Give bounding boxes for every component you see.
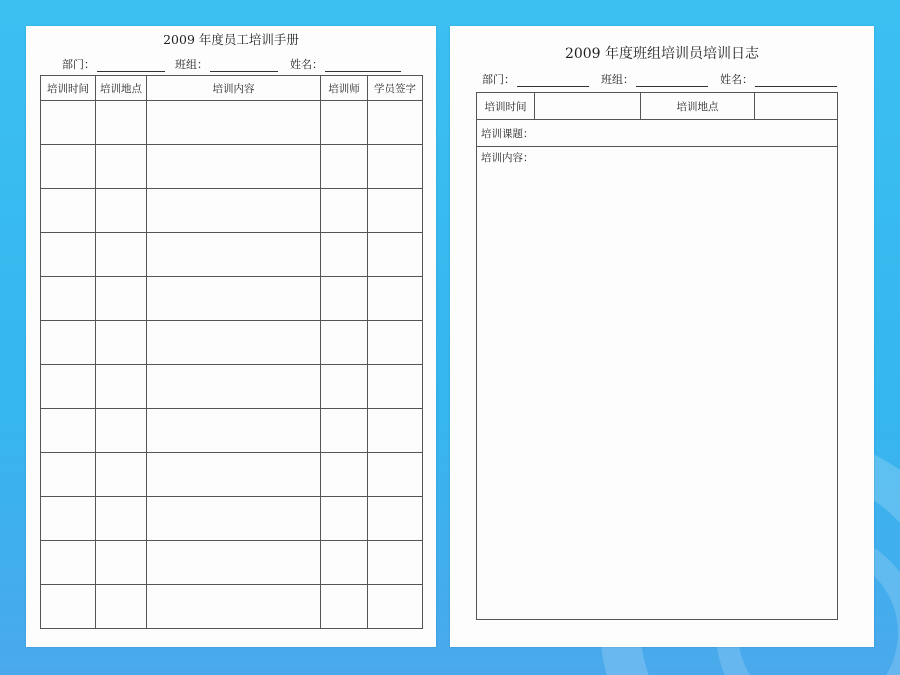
table-row [41,233,423,277]
cell-time[interactable] [41,497,96,541]
cell-content[interactable] [147,497,321,541]
table-row [41,497,423,541]
cell-trainer[interactable] [321,585,368,629]
training-log-page [450,26,874,647]
cell-signature[interactable] [368,101,423,145]
table-header-row [41,76,423,101]
name-field [290,56,401,72]
log-department-field [482,71,601,87]
cell-location[interactable] [96,101,147,145]
cell-time[interactable] [41,233,96,277]
handbook-title: 2009 年度员工培训手册 [163,32,299,47]
cell-signature[interactable] [368,189,423,233]
cell-trainer[interactable] [321,453,368,497]
column-header-location: 培训地点 [96,76,147,101]
cell-signature[interactable] [368,585,423,629]
log-name-label: 姓名： [720,73,753,86]
cell-content[interactable] [147,101,321,145]
cell-trainer[interactable] [321,497,368,541]
training-record-table [40,75,423,629]
table-row [41,409,423,453]
log-team-blank[interactable] [636,76,708,87]
cell-time[interactable] [41,101,96,145]
cell-time[interactable] [41,277,96,321]
cell-trainer[interactable] [321,409,368,453]
log-topic-label: 培训课题： [481,127,534,140]
column-header-time: 培训时间 [41,76,96,101]
log-info-row [482,71,837,87]
log-content-area[interactable] [477,147,837,165]
cell-content[interactable] [147,409,321,453]
log-topic-row[interactable] [477,120,837,147]
log-time-value-cell[interactable] [535,93,641,119]
cell-time[interactable] [41,145,96,189]
cell-trainer[interactable] [321,541,368,585]
cell-trainer[interactable] [321,277,368,321]
log-department-blank[interactable] [517,76,589,87]
cell-signature[interactable] [368,145,423,189]
cell-location[interactable] [96,409,147,453]
cell-time[interactable] [41,453,96,497]
log-team-field [601,71,720,87]
training-handbook-page [26,26,436,647]
cell-location[interactable] [96,453,147,497]
cell-content[interactable] [147,189,321,233]
training-log-form [476,92,838,620]
table-row [41,585,423,629]
cell-content[interactable] [147,541,321,585]
column-header-trainer: 培训师 [321,76,368,101]
team-field [175,56,290,72]
log-name-field [720,71,837,87]
cell-trainer[interactable] [321,321,368,365]
table-row [41,101,423,145]
cell-location[interactable] [96,497,147,541]
department-field [62,56,175,72]
cell-location[interactable] [96,189,147,233]
cell-content[interactable] [147,365,321,409]
cell-location[interactable] [96,541,147,585]
log-location-label: 培训地点 [641,93,755,119]
table-row [41,189,423,233]
department-blank[interactable] [97,61,165,72]
cell-location[interactable] [96,585,147,629]
cell-location[interactable] [96,365,147,409]
cell-time[interactable] [41,365,96,409]
name-blank[interactable] [325,61,401,72]
cell-time[interactable] [41,189,96,233]
handbook-info-row [62,56,401,72]
cell-trainer[interactable] [321,233,368,277]
department-label: 部门： [62,58,95,71]
table-body [41,101,423,629]
cell-time[interactable] [41,321,96,365]
cell-signature[interactable] [368,365,423,409]
cell-content[interactable] [147,277,321,321]
cell-content[interactable] [147,453,321,497]
table-row [41,541,423,585]
name-label: 姓名： [290,58,323,71]
cell-signature[interactable] [368,321,423,365]
cell-signature[interactable] [368,277,423,321]
log-name-blank[interactable] [755,76,837,87]
cell-time[interactable] [41,409,96,453]
cell-trainer[interactable] [321,145,368,189]
cell-signature[interactable] [368,233,423,277]
cell-signature[interactable] [368,541,423,585]
cell-time[interactable] [41,585,96,629]
cell-location[interactable] [96,233,147,277]
cell-content[interactable] [147,233,321,277]
table-row [41,277,423,321]
log-header-row [477,93,837,120]
column-header-content: 培训内容 [147,76,321,101]
log-team-label: 班组： [601,73,634,86]
cell-trainer[interactable] [321,189,368,233]
cell-trainer[interactable] [321,365,368,409]
table-row [41,145,423,189]
cell-signature[interactable] [368,453,423,497]
table-row [41,453,423,497]
cell-content[interactable] [147,585,321,629]
table-row [41,321,423,365]
log-department-label: 部门： [482,73,515,86]
cell-signature[interactable] [368,497,423,541]
cell-location[interactable] [96,145,147,189]
cell-location[interactable] [96,277,147,321]
column-header-signature: 学员签字 [368,76,423,101]
cell-trainer[interactable] [321,101,368,145]
cell-content[interactable] [147,321,321,365]
table-row [41,365,423,409]
cell-location[interactable] [96,321,147,365]
log-content-label: 培训内容： [481,152,534,164]
log-time-label: 培训时间 [477,93,535,119]
team-blank[interactable] [210,61,278,72]
cell-time[interactable] [41,541,96,585]
log-location-value-cell[interactable] [755,93,837,119]
cell-signature[interactable] [368,409,423,453]
cell-content[interactable] [147,145,321,189]
team-label: 班组： [175,58,208,71]
log-title: 2009 年度班组培训员培训日志 [564,46,760,62]
